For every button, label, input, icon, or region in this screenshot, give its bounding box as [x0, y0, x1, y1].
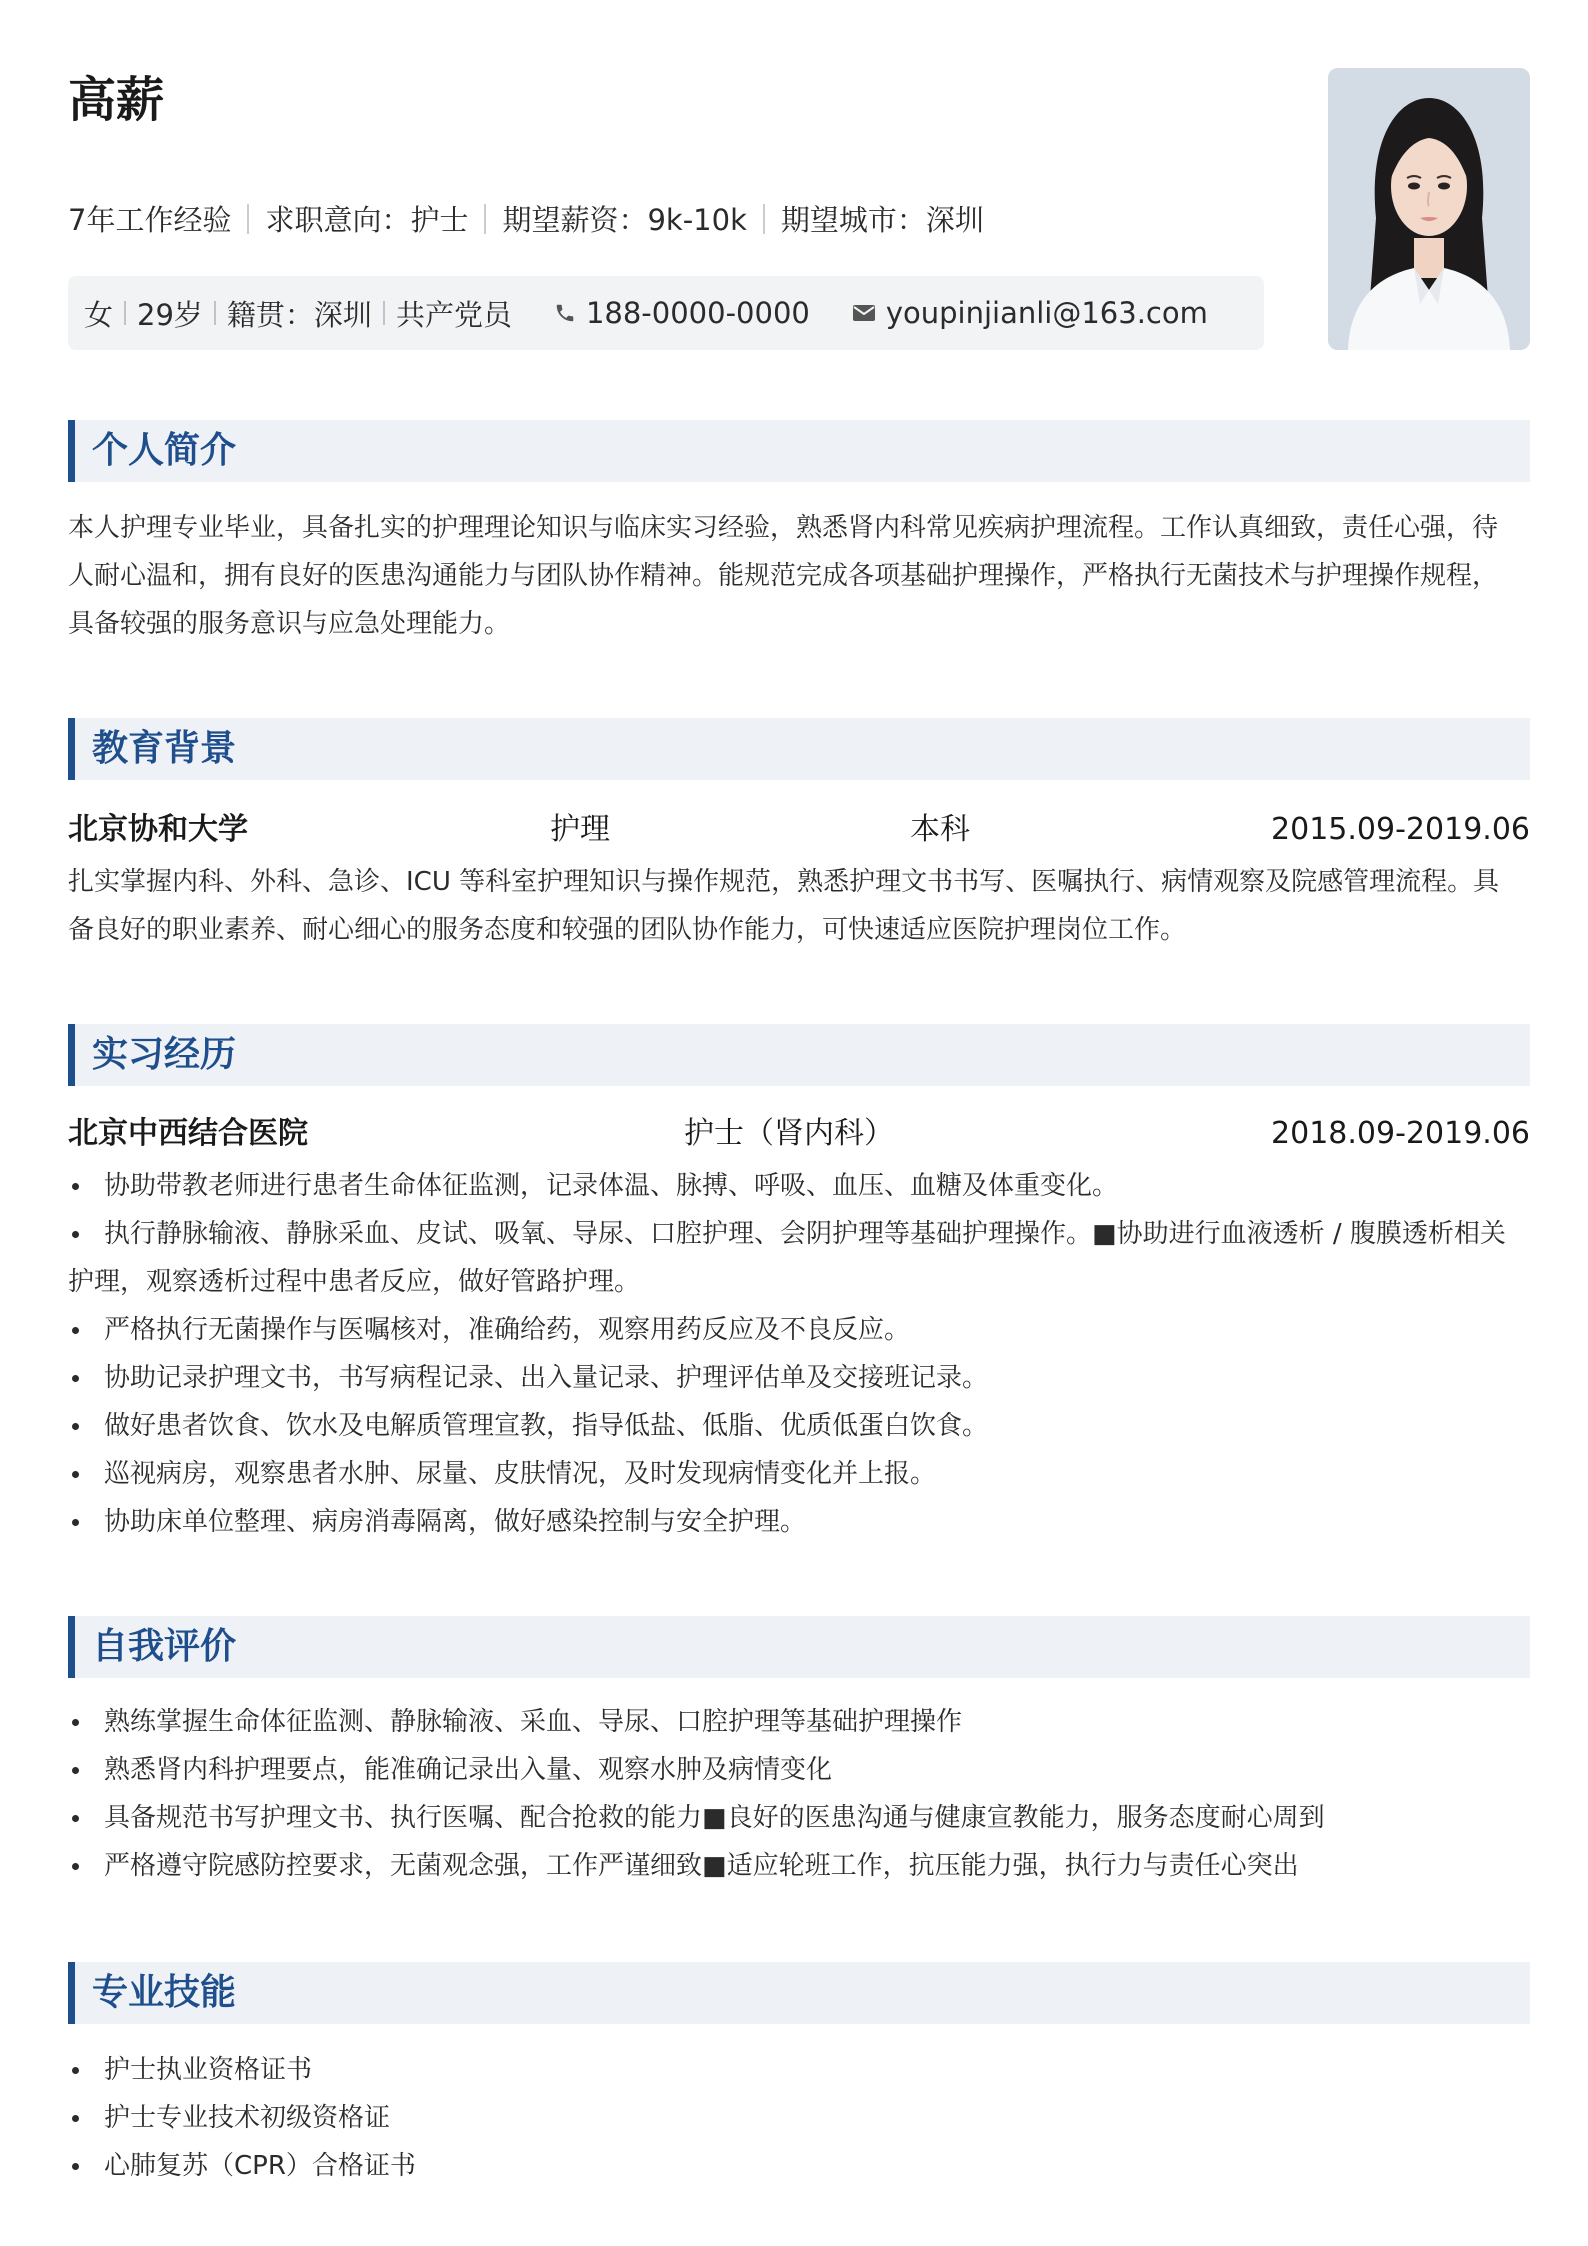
profile-line: 本人护理专业毕业，具备扎实的护理理论知识与临床实习经验，熟悉肾内科常见疾病护理流程。工作认真细致，责任心强，待 [68, 513, 1499, 543]
list-item: 护士专业技术初级资格证 [68, 2094, 1530, 2142]
degree-text: 本科 [910, 812, 970, 847]
list-item: 严格遵守院感防控要求，无菌观念强，工作严谨细致■适应轮班工作，抗压能力强，执行力与责任心突出 [68, 1842, 1530, 1890]
section-title: 实习经历 [92, 1034, 237, 1075]
section-accent-bar [68, 718, 75, 780]
divider [247, 204, 249, 234]
section-accent-bar [68, 420, 75, 482]
politics-text: 共产党员 [395, 297, 512, 332]
list-item: 做好患者饮食、饮水及电解质管理宣教，指导低盐、低脂、优质低蛋白饮食。 [68, 1402, 1530, 1450]
list-item: 心肺复苏（CPR）合格证书 [68, 2142, 1530, 2190]
hospital-name: 北京中西结合医院 [68, 1116, 308, 1151]
internship-period: 2018.09-2019.06 [1271, 1116, 1530, 1151]
list-item: 具备规范书写护理文书、执行医嘱、配合抢救的能力■良好的医患沟通与健康宣教能力，服务态度耐心周到 [68, 1794, 1530, 1842]
phone-contact[interactable] [554, 296, 810, 330]
phone-text: 188-0000-0000 [585, 296, 810, 330]
section-internship-header [68, 1024, 1530, 1086]
section-accent-bar [68, 1024, 75, 1086]
city-text: 期望城市：深圳 [780, 203, 984, 237]
list-item: 熟练掌握生命体征监测、静脉输液、采血、导尿、口腔护理等基础护理操作 [68, 1698, 1530, 1746]
self-eval-list [68, 1698, 1530, 1890]
list-item: 协助带教老师进行患者生命体征监测，记录体温、脉搏、呼吸、血压、血糖及体重变化。 [68, 1162, 1530, 1210]
list-item: 协助床单位整理、病房消毒隔离，做好感染控制与安全护理。 [68, 1498, 1530, 1546]
list-item: 熟悉肾内科护理要点，能准确记录出入量、观察水肿及病情变化 [68, 1746, 1530, 1794]
list-item: 严格执行无菌操作与医嘱核对，准确给药，观察用药反应及不良反应。 [68, 1306, 1530, 1354]
personal-info-bar [68, 276, 1264, 350]
origin-text: 籍贯：深圳 [226, 297, 372, 332]
skills-list [68, 2046, 1530, 2190]
education-line: 备良好的职业素养、耐心细心的服务态度和较强的团队协作能力，可快速适应医院护理岗位工作。 [68, 915, 1187, 945]
intent-text: 求职意向：护士 [265, 203, 469, 237]
section-title: 自我评价 [92, 1626, 237, 1667]
email-text: youpinjianli@163.com [885, 296, 1208, 330]
section-title: 教育背景 [92, 728, 237, 769]
mail-icon [852, 303, 876, 323]
experience-text: 7年工作经验 [68, 203, 232, 237]
school-name: 北京协和大学 [68, 812, 248, 847]
portrait-image [1328, 68, 1530, 350]
section-accent-bar [68, 1962, 75, 2024]
gender-text: 女 [84, 297, 114, 332]
profile-photo [1328, 68, 1530, 350]
list-item: 巡视病房，观察患者水肿、尿量、皮肤情况，及时发现病情变化并上报。 [68, 1450, 1530, 1498]
profile-line: 人耐心温和，拥有良好的医患沟通能力与团队协作精神。能规范完成各项基础护理操作，严格执行无菌技术与护理操作规程， [68, 561, 1499, 591]
education-line: 扎实掌握内科、外科、急诊、ICU 等科室护理知识与操作规范，熟悉护理文书书写、医嘱执行、病情观察及院感管理流程。具 [68, 867, 1500, 897]
age-text: 29岁 [137, 297, 203, 332]
education-period: 2015.09-2019.06 [1271, 812, 1530, 847]
section-title: 专业技能 [92, 1972, 237, 2013]
section-accent-bar [68, 1616, 75, 1678]
salary-text: 期望薪资：9k-10k [502, 203, 747, 237]
major-text: 护理 [550, 812, 610, 847]
divider [763, 204, 765, 234]
candidate-name: 高薪 [68, 72, 165, 128]
divider [383, 301, 385, 325]
section-profile-header [68, 420, 1530, 482]
section-skills-header [68, 1962, 1530, 2024]
email-contact[interactable] [852, 296, 1208, 330]
section-title: 个人简介 [92, 430, 237, 471]
section-education-header [68, 718, 1530, 780]
divider [124, 301, 126, 325]
phone-icon [554, 302, 576, 324]
list-item: 护士执业资格证书 [68, 2046, 1530, 2094]
profile-text [68, 504, 1530, 648]
internship-row [68, 1112, 1530, 1156]
divider [214, 301, 216, 325]
divider [484, 204, 486, 234]
profile-line: 具备较强的服务意识与应急处理能力。 [68, 609, 511, 639]
education-row [68, 808, 1530, 852]
internship-list [68, 1162, 1530, 1546]
list-item: 执行静脉输液、静脉采血、皮试、吸氧、导尿、口腔护理、会阴护理等基础护理操作。■协助进行血液透析 / 腹膜透析相关护理，观察透析过程中患者反应，做好管路护理。 [68, 1210, 1530, 1306]
section-self-eval-header [68, 1616, 1530, 1678]
role-text: 护士（肾内科） [684, 1116, 894, 1151]
list-item: 协助记录护理文书，书写病程记录、出入量记录、护理评估单及交接班记录。 [68, 1354, 1530, 1402]
education-text [68, 858, 1530, 954]
summary-line [68, 198, 984, 239]
